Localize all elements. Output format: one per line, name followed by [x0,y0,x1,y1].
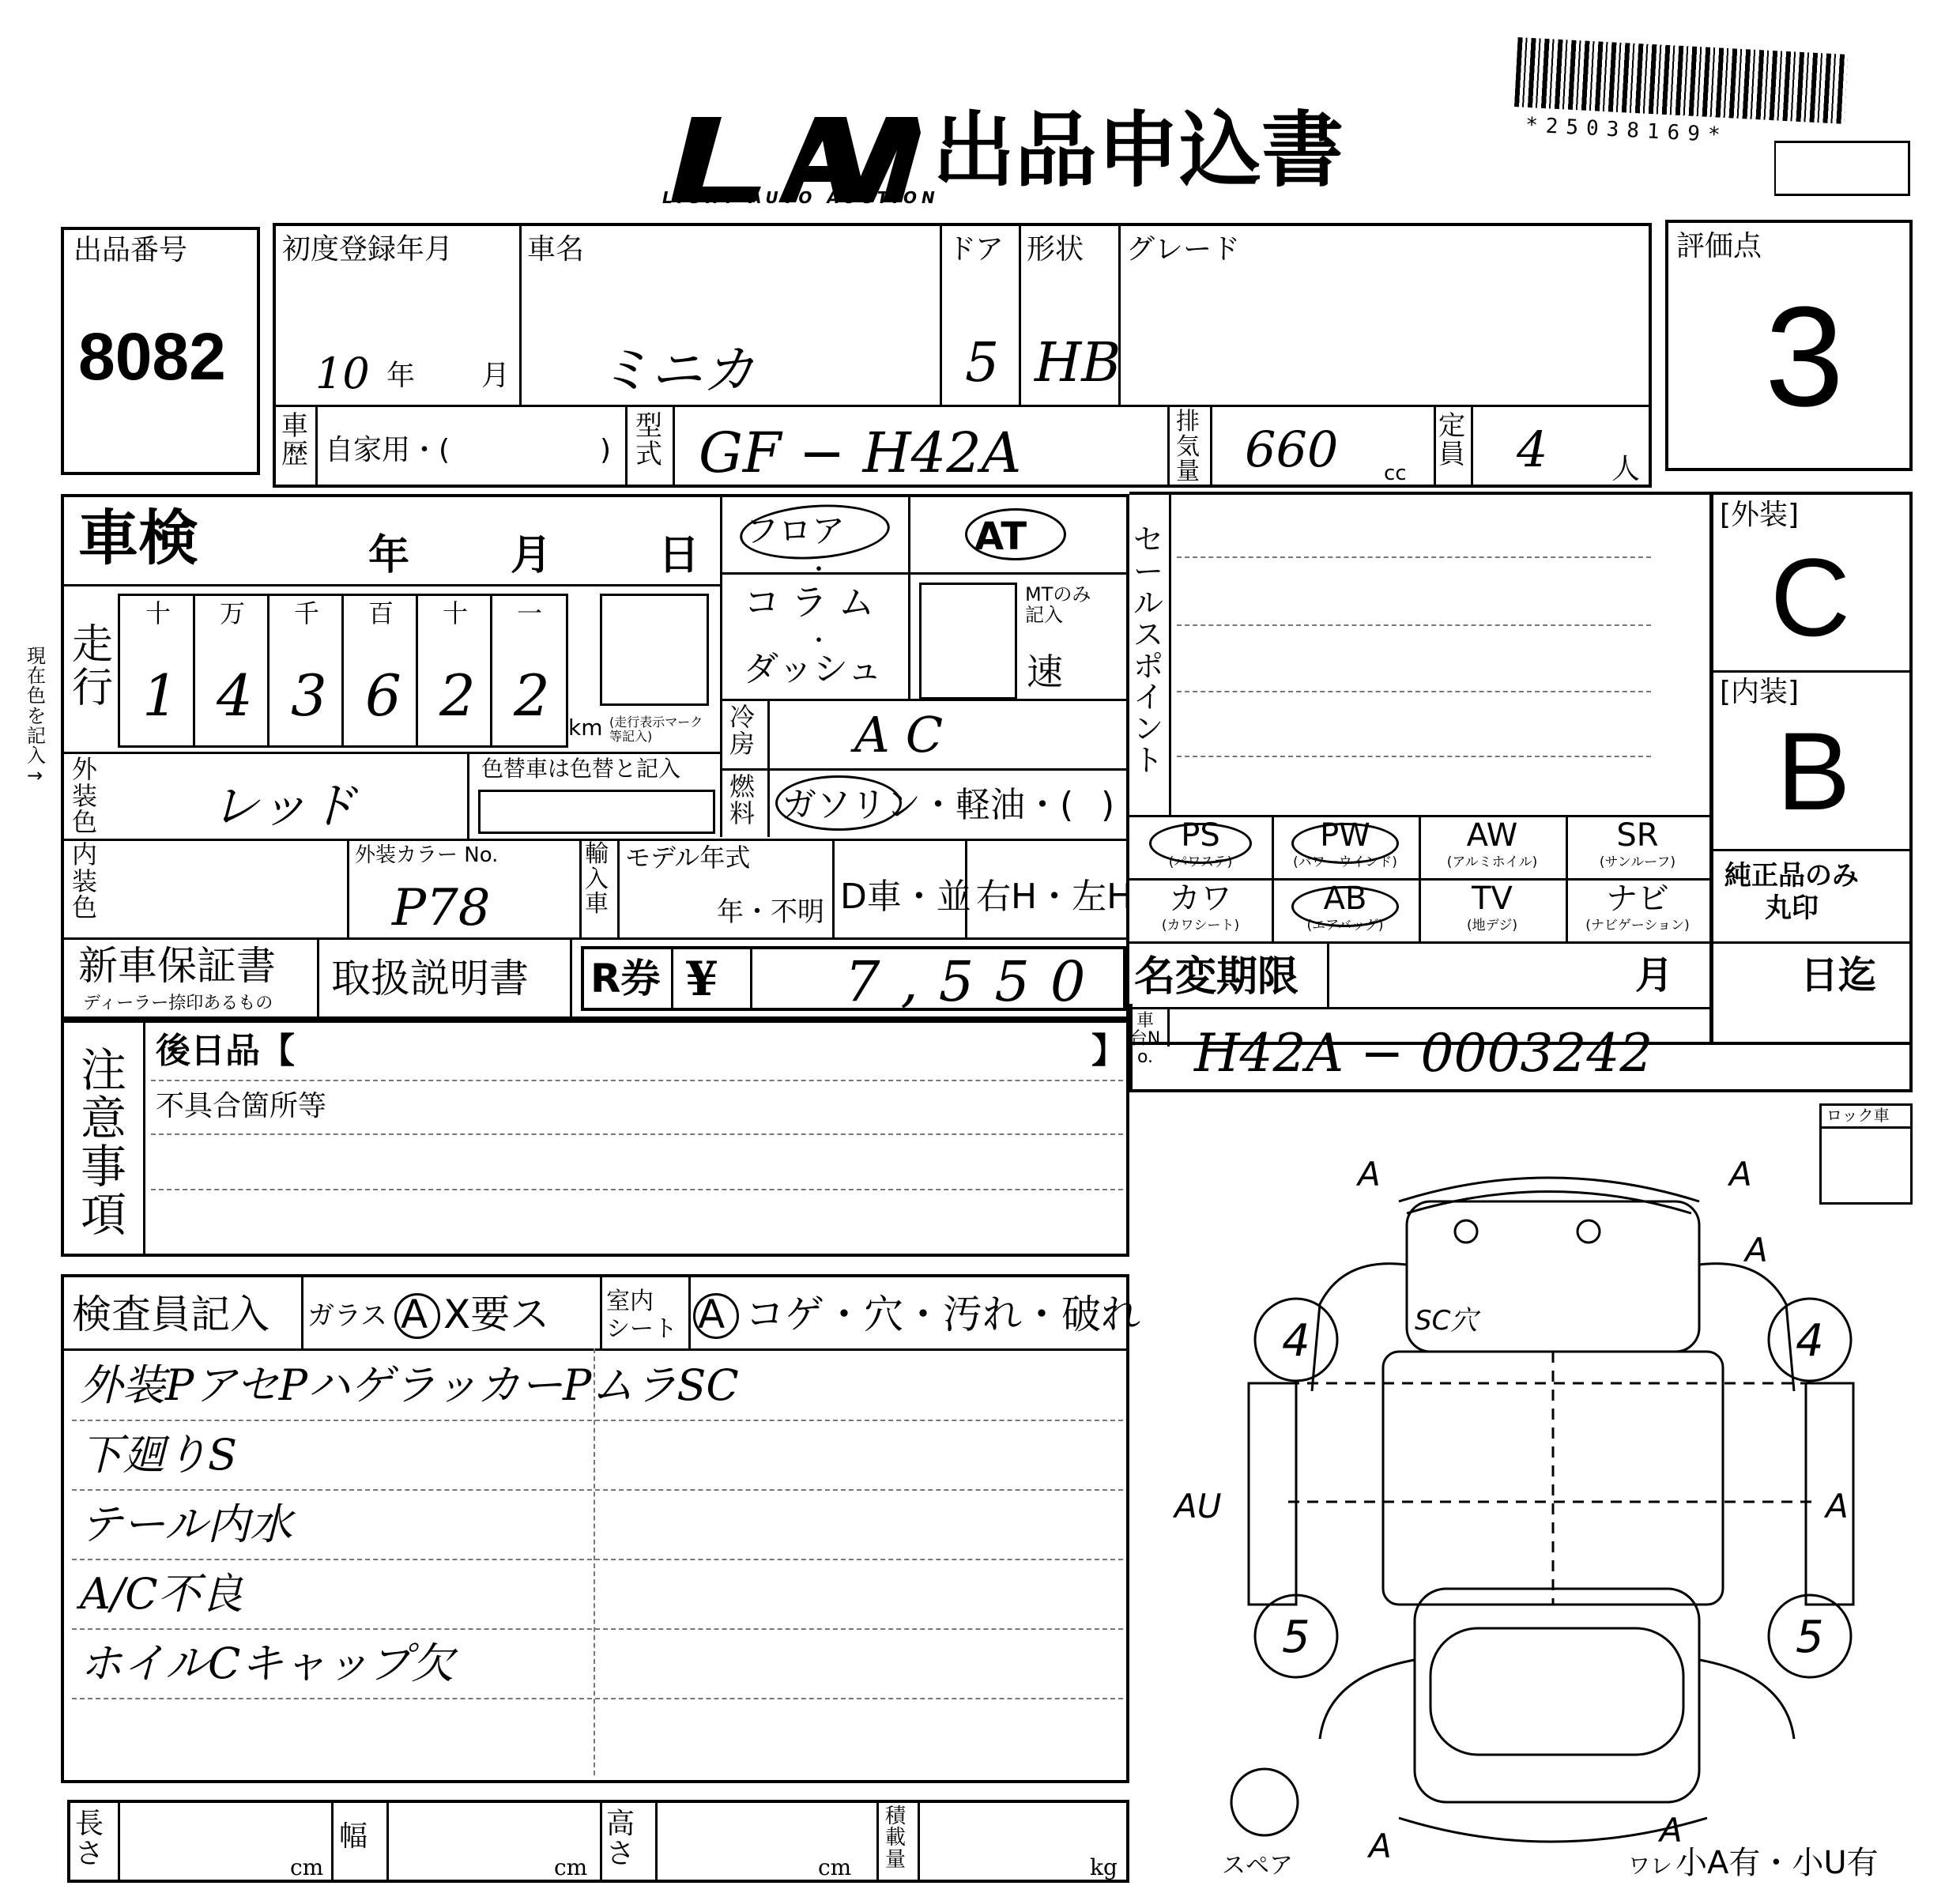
dot-2: ・ [807,628,831,655]
first-reg-label: 初度登録年月 [282,233,454,266]
recycle-box [581,946,1126,1014]
seat-mark-circle [693,1293,739,1339]
first-reg-year: 10 [315,349,370,398]
color-change-box [478,790,715,834]
mileage-digit: 4 [217,662,253,729]
tire-rr: 5 [1796,1612,1824,1663]
equipment-sub-label: (パワステ) [1168,854,1233,870]
equipment-sub-label: (地デジ) [1467,918,1517,933]
later-items-label: 後日品【 [156,1031,295,1071]
chassis-label: 車台No. [1129,1011,1161,1068]
equipment-sub-label: (サンルーフ) [1599,854,1676,870]
equipment-ab[interactable]: AB [1323,881,1367,917]
lock-label: ロック車 [1826,1106,1890,1125]
score-value: 3 [1765,277,1845,436]
inspector-note: テール内水 [80,1499,292,1549]
inspector-note: ホイルCキャップ欠 [80,1639,454,1688]
glass-mark[interactable]: A [401,1292,428,1337]
mileage-digit: 2 [514,662,550,729]
first-reg-month-unit: 月 [481,360,511,392]
speed-label: 速 [1027,651,1063,693]
import-label: 輸入車 [585,840,609,918]
name-change-month: 月 [1635,953,1674,998]
length-label: 長さ [74,1808,104,1870]
equipment-tv[interactable]: TV [1472,881,1513,917]
tire-fr: 4 [1796,1315,1824,1367]
model-code: GF − H42A [699,421,1022,485]
equipment-ナビ[interactable]: ナビ [1606,881,1669,917]
first-reg-year-unit: 年 [386,360,416,392]
yen-sign: ¥ [685,952,718,1007]
width-label: 幅 [338,1820,368,1853]
equipment-circle [1291,823,1399,864]
history-label: 車歴 [281,410,308,470]
damage-front-right: A [1729,1155,1752,1194]
floor-circle [738,500,891,564]
model-year-unit: 年・不明 [717,896,824,928]
chassis-row [1129,1004,1913,1092]
equipment-ps[interactable]: PS [1181,817,1220,854]
inspector-note: 下廻りS [80,1430,237,1480]
door-count: 5 [965,332,1000,394]
door-label: ドア [948,233,1004,266]
damage-front-left: A [1358,1155,1381,1194]
mileage-digit: 2 [439,662,476,729]
at-circle [965,508,1066,560]
logo-subtitle: LIGHT AUTO AUCTION [662,188,940,207]
capacity: 4 [1517,421,1548,478]
inspector-label: 検査員記入 [72,1292,270,1337]
mileage-digit: 6 [365,662,401,729]
shape-label: 形状 [1027,233,1084,266]
fuel-label: 燃料 [729,771,755,828]
inspector-note: A/C不良 [80,1569,243,1619]
shaken-label: 車検 [78,503,198,573]
stamp-box [1774,141,1910,196]
fuel-value: ガソリン・軽油・( [782,785,1074,825]
history-close: ) [600,434,612,466]
equipment-sub-label: (ナビゲーション) [1585,918,1690,933]
recycle-label: R券 [590,956,661,1001]
color-no-label: 外装カラー No. [355,843,499,867]
int-color-label: 内装色 [71,839,97,923]
dot-1: ・ [807,556,831,584]
barcode-number: *25038169* [1525,113,1729,148]
steering-option[interactable]: 右H・左H [976,877,1133,917]
mileage-label: 走行 [71,621,113,712]
shaken-month: 月 [511,532,552,579]
digit-header: 十 [443,598,469,628]
history-value: 自家用・( [325,434,450,466]
length-unit: cm [290,1854,324,1880]
displacement: 660 [1245,421,1339,478]
km-note: (走行表示マーク 等記入) [609,715,703,744]
equipment-circle [1149,823,1252,864]
shift-column: コラム [744,581,886,624]
seat-mark[interactable]: A [698,1292,726,1337]
damage-rear-left: A [1369,1827,1392,1865]
color-no: P78 [392,879,491,937]
ac-label: 冷房 [729,702,755,759]
inspector-note: 外装PアセPハゲラッカーPムラSC [80,1360,739,1410]
vehicle-info-table [273,223,1652,488]
mt-note: MTのみ 記入 [1025,583,1091,627]
recycle-amount: 7,550 [845,949,1106,1014]
dealer-option[interactable]: D車・並 [840,877,971,917]
later-items-close: 】 [1091,1031,1126,1071]
exterior-grade: C [1770,535,1851,659]
frame-options: 小A有・小U有 [1675,1845,1879,1881]
equipment-pw[interactable]: PW [1320,817,1370,854]
exterior-grade-label: [外装] [1720,499,1800,531]
ac-value: AC [854,706,959,764]
digit-header: 一 [517,598,543,628]
genuine-label: 純正品のみ 丸印 [1724,860,1859,924]
displacement-label: 排気量 [1176,408,1200,485]
fuel-close: ) [1101,785,1115,825]
at-label: AT [974,515,1027,559]
car-name-label: 車名 [527,233,585,266]
color-change-label: 色替車は色替と記入 [481,756,681,782]
notes-block [61,1020,1129,1257]
capacity-unit: 人 [1611,453,1641,485]
manual-label: 取扱説明書 [331,956,529,1001]
capacity-label: 定員 [1438,410,1465,470]
damage-rear-right: A [1660,1811,1683,1850]
equipment-カワ[interactable]: カワ [1169,881,1232,917]
equipment-sub-label: (エアバッグ) [1306,918,1384,933]
inspector-block [61,1274,1140,1783]
car-diagram [1162,1122,1960,1897]
grade-label: グレード [1126,233,1241,266]
glass-text: X要ス [443,1292,550,1337]
notes-label: 注意事項 [80,1043,126,1242]
damage-left-door: AU [1174,1487,1222,1526]
seat-label: 室内 シート [606,1288,677,1343]
height-unit: cm [818,1854,852,1880]
gasoline-circle [775,775,902,831]
car-name: ミニカ [598,340,755,401]
defects-label: 不具合箇所等 [156,1090,327,1122]
displacement-unit: cc [1384,462,1407,485]
grade-panel [1711,492,1913,1045]
chassis-no: H42A − 0003242 [1194,1023,1653,1084]
equipment-sub-label: (アルミホイル) [1446,854,1538,870]
digit-header: 十 [145,598,172,628]
equipment-sub-label: (パワーウインド) [1293,854,1397,870]
tire-fl: 4 [1282,1315,1310,1367]
load-label: 積載量 [884,1805,906,1872]
roof-note: SC穴 [1415,1305,1478,1337]
height-label: 高さ [605,1808,635,1870]
lot-number-box [61,227,260,475]
shift-dash: ダッシュ [744,649,883,689]
dimensions-row [67,1800,1129,1883]
mileage-digit: 1 [142,662,179,729]
interior-grade: B [1777,709,1851,833]
tire-rl: 5 [1282,1612,1310,1663]
digit-header: 万 [220,598,246,628]
mileage-digit: 3 [291,662,327,729]
digit-header: 千 [294,598,320,628]
lot-no-label: 出品番号 [74,234,188,266]
damage-fender-right: A [1745,1231,1768,1269]
name-change-label: 名変期限 [1134,953,1299,1001]
equipment-sub-label: (カワシート) [1161,918,1240,933]
lot-no: 8082 [78,319,226,394]
ext-color: レッド [210,777,357,835]
score-label: 評価点 [1676,230,1762,262]
model-label: 型式 [635,410,662,470]
side-note: 現在色を記入→ [27,645,46,787]
mt-box [919,583,1017,700]
km-label: km [568,715,603,741]
spare-label: スペア [1222,1852,1293,1880]
mileage-mark-box [600,594,709,706]
seat-text: コゲ・穴・汚れ・破れ [745,1292,1140,1337]
digit-header: 百 [368,598,394,628]
inspection-block [61,494,1133,1020]
sales-label: セールスポイント [1133,522,1163,779]
barcode [1514,37,1848,124]
equipment-circle [1291,886,1399,927]
width-unit: cm [554,1854,588,1880]
score-box [1665,220,1913,471]
shaken-year: 年 [368,532,410,579]
glass-label: ガラス [307,1300,387,1332]
warranty-note: ディーラー捺印あるもの [83,994,273,1013]
body-shape: HB [1035,332,1121,394]
glass-mark-circle [394,1293,440,1339]
shift-floor: フロア [745,511,846,550]
interior-grade-label: [内装] [1720,676,1800,708]
model-year-label: モデル年式 [625,843,751,873]
ext-color-label: 外装色 [71,754,97,838]
damage-right-door: A [1826,1487,1849,1526]
warranty-label: 新車保証書 [78,943,276,989]
name-change-day: 日迄 [1800,953,1877,998]
shaken-day: 日 [658,532,700,579]
form-title: 出品申込書 [933,102,1344,198]
mileage-grid [118,594,568,748]
frame-label: ワレ [1628,1853,1673,1879]
load-unit: kg [1090,1854,1118,1880]
equipment-aw[interactable]: AW [1466,817,1518,854]
equipment-sr[interactable]: SR [1616,817,1659,854]
